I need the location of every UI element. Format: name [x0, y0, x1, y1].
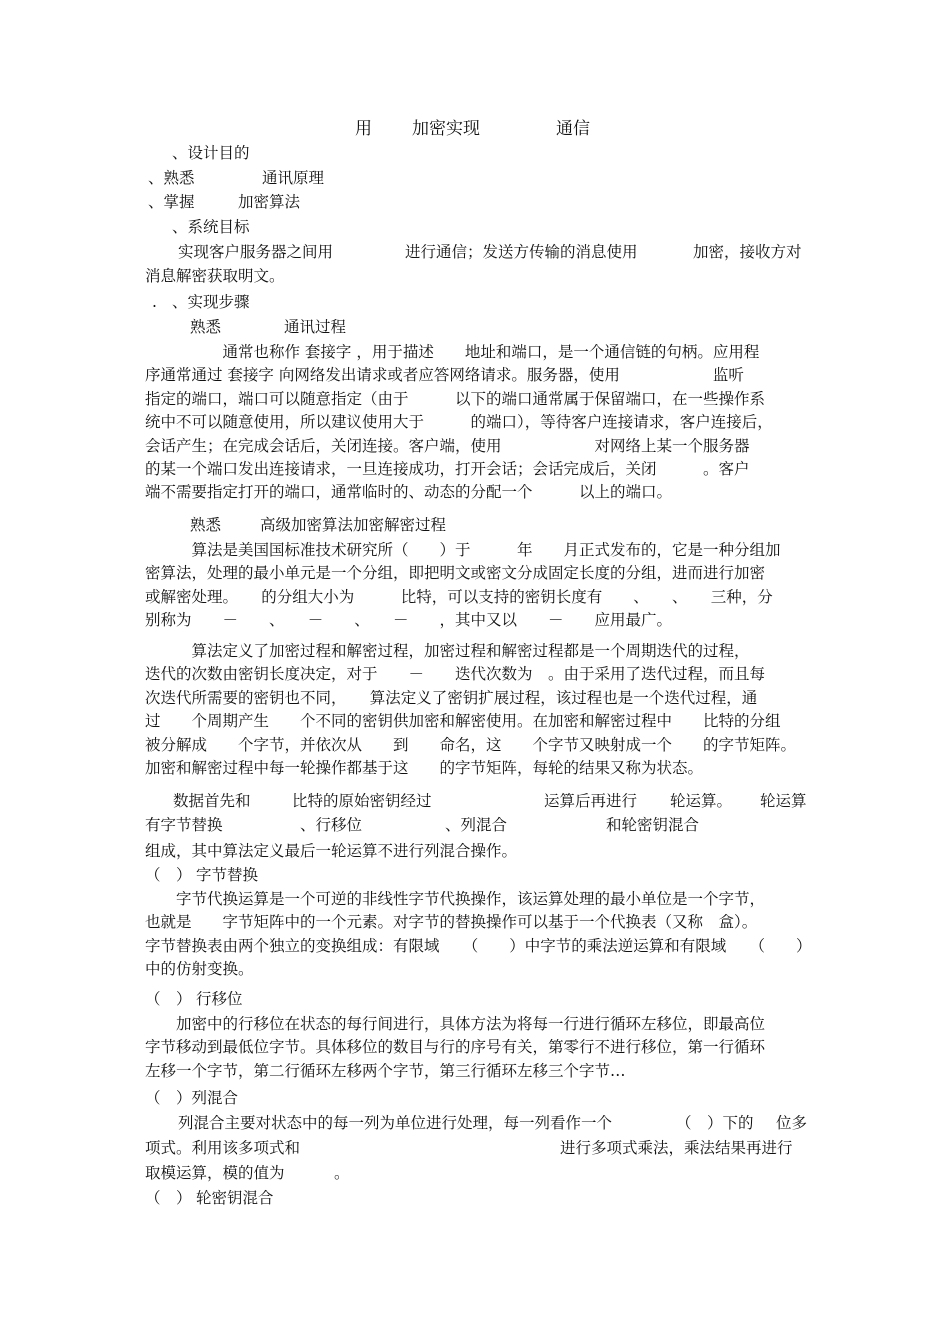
- mixcolumns-text: 列混合主要对状态中的每一列为单位进行处理，每一列看作一个: [178, 1114, 613, 1132]
- socket-paragraph: [145, 341, 809, 505]
- paragraph-line: 密算法，处理的最小单元是一个分组，即把明文或密文分成固定长度的分组，进而进行加密: [145, 564, 766, 583]
- title-part-1: 用: [355, 119, 372, 139]
- paragraph-line: 统中不可以随意使用，所以建议使用大于 的端口），等待客户连接请求，客户连接后，: [145, 413, 773, 432]
- paragraph-line: 通常也称作 套接字 ，用于描述 地址和端口，是一个通信链的句柄。应用程: [145, 343, 760, 361]
- step-1-title: 通讯过程: [284, 318, 347, 336]
- paragraph-line: 加密中的行移位在状态的每行间进行，具体方法为将每一行进行循环左移位，即最高位: [145, 1015, 766, 1033]
- mixcolumns-text: 进行多项式乘法，乘法结果再进行: [560, 1139, 793, 1157]
- shiftrows-number: （ ）: [145, 990, 192, 1008]
- data-flow-text: 、行移位: [300, 816, 363, 834]
- paragraph-line: 别称为 － 、 － 、 － ，其中又以 － 应用最广。: [145, 611, 673, 630]
- paragraph-line: 左移一个字节，第二行循环左移两个字节，第三行循环左移三个字节…: [145, 1061, 626, 1080]
- data-flow-text: 和轮密钥混合: [606, 816, 700, 834]
- paragraph-line: 端不需要指定打开的端口，通常临时的、动态的分配一个 以上的端口。: [145, 483, 673, 502]
- subbytes-number: （ ）: [145, 866, 192, 884]
- heading-system-goal: 、系统目标: [172, 218, 250, 236]
- paragraph-line: 会话产生；在完成会话后，关闭连接。客户端，使用 对网络上某一个服务器: [145, 436, 750, 455]
- document-title: [0, 114, 950, 142]
- paragraph-line: 或解密处理。 的分组大小为 比特，可以支持的密钥长度有 、 、 三种，分: [145, 587, 773, 606]
- paragraph-line: 算法是美国国标准技术研究所（ ）于 年 月正式发布的，它是一种分组加: [145, 541, 781, 559]
- aes-intro-paragraph: [145, 539, 809, 633]
- mixcolumns-text: 取模运算，模的值为: [145, 1164, 285, 1182]
- paragraph-line: 中的仿射变换。: [145, 960, 254, 979]
- heading-design-goal: 、设计目的: [172, 144, 250, 162]
- goal-item-1-label: 、熟悉: [148, 169, 195, 187]
- paragraph-line: 字节代换运算是一个可逆的非线性字节代换操作，该运算处理的最小单位是一个字节，: [145, 890, 766, 908]
- mixcolumns-text: 位多: [776, 1114, 808, 1132]
- goal-item-1-text: 通讯原理: [262, 169, 325, 187]
- system-goal-text-a: 实现客户服务器之间用: [178, 243, 334, 261]
- shiftrows-paragraph: [145, 1013, 809, 1083]
- paragraph-line: 算法定义了加密过程和解密过程，加密过程和解密过程都是一个周期迭代的过程，: [145, 642, 750, 660]
- data-flow-text: 、列混合: [445, 816, 508, 834]
- goal-item-2-text: 加密算法: [238, 193, 301, 211]
- paragraph-line: 的某一个端口发出连接请求，一旦连接成功，打开会话；会话完成后，关闭 。客户: [145, 460, 750, 479]
- title-part-2: 加密实现: [412, 119, 480, 139]
- data-flow-text: 轮运算。: [670, 792, 733, 810]
- system-goal-text-c: 加密，接收方对: [693, 243, 802, 261]
- data-flow-text: 比特的原始密钥经过: [292, 792, 432, 810]
- addroundkey-heading: 轮密钥混合: [196, 1189, 274, 1207]
- mixcolumns-text: 项式。利用该多项式和: [145, 1139, 301, 1157]
- system-goal-text-d: 消息解密获取明文。: [145, 267, 285, 285]
- paragraph-line: 迭代的次数由密钥长度决定，对于 － 迭代次数为 。由于采用了迭代过程，而且每: [145, 665, 766, 684]
- aes-rounds-paragraph: [145, 640, 809, 780]
- data-flow-text: 运算后再进行: [544, 792, 638, 810]
- data-flow-text: 有字节替换: [145, 816, 223, 834]
- paragraph-line: 指定的端口，端口可以随意指定（由于 以下的端口通常属于保留端口，在一些操作系: [145, 389, 766, 408]
- subbytes-heading: 字节替换: [196, 866, 259, 884]
- mixcolumns-text: （ ）下的: [676, 1114, 754, 1132]
- heading-implementation-steps: 、实现步骤: [172, 293, 250, 311]
- shiftrows-heading: 行移位: [196, 990, 243, 1008]
- data-flow-text: 轮运算: [760, 792, 807, 810]
- step-2-title: 高级加密算法加密解密过程: [260, 516, 447, 534]
- subbytes-paragraph: [145, 888, 812, 982]
- data-flow-text: 数据首先和: [173, 792, 251, 810]
- mixcolumns-heading: （ ）列混合: [145, 1089, 239, 1107]
- step-2-label: 熟悉: [190, 516, 222, 534]
- step-1-label: 熟悉: [190, 318, 222, 336]
- paragraph-line: 过 个周期产生 个不同的密钥供加密和解密使用。在加密和解密过程中 比特的分组: [145, 712, 781, 731]
- paragraph-line: 加密和解密过程中每一轮操作都基于这 的字节矩阵，每轮的结果又称为状态。: [145, 759, 704, 778]
- title-part-3: 通信: [556, 119, 590, 139]
- steps-number: .: [152, 293, 157, 311]
- goal-item-2-label: 、掌握: [148, 193, 195, 211]
- mixcolumns-text: 。: [334, 1164, 350, 1182]
- paragraph-line: 次迭代所需要的密钥也不同， 算法定义了密钥扩展过程，该过程也是一个迭代过程，通: [145, 688, 758, 707]
- paragraph-line: 也就是 字节矩阵中的一个元素。对字节的替换操作可以基于一个代换表（又称 盒）。: [145, 913, 758, 932]
- addroundkey-number: （ ）: [145, 1189, 192, 1207]
- data-flow-text: 组成，其中算法定义最后一轮运算不进行列混合操作。: [145, 842, 518, 860]
- paragraph-line: 字节替换表由两个独立的变换组成：有限域 （ ）中字节的乘法逆运算和有限域 （ ）: [145, 936, 812, 955]
- paragraph-line: 序通常通过 套接字 向网络发出请求或者应答网络请求。服务器，使用 监听: [145, 366, 744, 385]
- paragraph-line: 字节移动到最低位字节。具体移位的数目与行的序号有关，第零行不进行移位，第一行循环: [145, 1038, 766, 1057]
- system-goal-text-b: 进行通信；发送方传输的消息使用: [405, 243, 638, 261]
- paragraph-line: 被分解成 个字节，并依次从 到 命名，这 个字节又映射成一个 的字节矩阵。: [145, 735, 797, 754]
